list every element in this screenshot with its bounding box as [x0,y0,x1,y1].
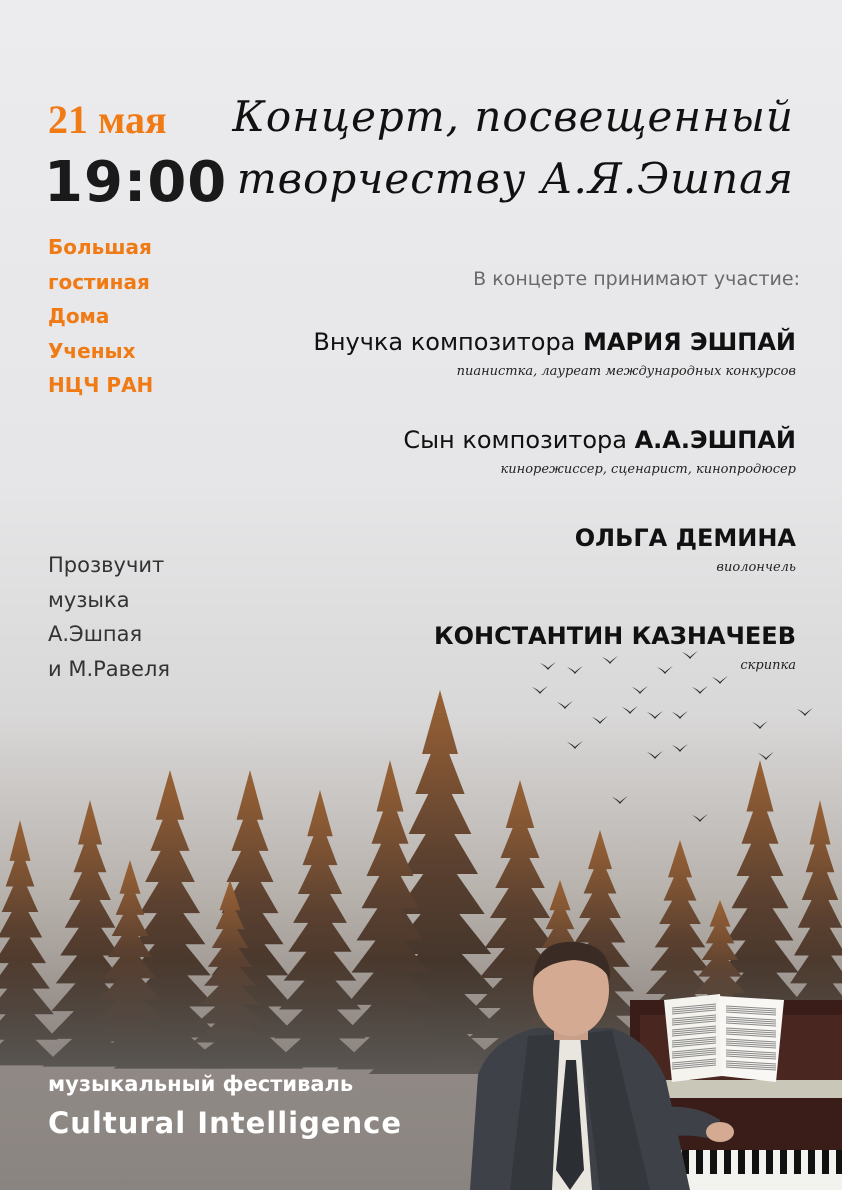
performer-role: пианистка, лауреат международных конкурсов [456,364,796,379]
performer-name [403,426,796,454]
performer-name-bold: А.А.ЭШПАЙ [634,426,796,454]
performer-role: виолончель [716,560,796,575]
program-line: и М.Равеля [48,656,171,681]
performer-role: кинорежиссер, сценарист, кинопродюсер [500,462,796,477]
bird-icon [712,676,728,684]
participants-heading: В концерте принимают участие: [473,268,800,290]
performer-name-bold: КОНСТАНТИН КАЗНАЧЕЕВ [433,622,796,650]
performer-name [575,524,796,552]
performer-prefix: Внучка композитора [313,328,584,356]
venue-line: Дома [48,304,110,328]
bird-icon [647,751,663,759]
title-line: творчеству А.Я.Эшпая [236,154,794,203]
program-line: А.Эшпая [48,622,143,646]
bird-icon [592,716,608,724]
performer-konstantin-kaznacheev [434,622,796,673]
performer-name-bold: ОЛЬГА ДЕМИНА [574,524,796,552]
performer-name-bold: МАРИЯ ЭШПАЙ [583,328,796,356]
bird-icon [567,741,583,749]
performer-prefix: Сын композитора [403,426,635,454]
venue-line: Большая [48,235,152,259]
festival-name [48,1072,402,1140]
festival-line-2: Cultural Intelligence [48,1106,403,1140]
flying-birds [532,651,813,822]
bird-icon [557,701,573,709]
bird-icon [672,744,688,752]
bird-icon [758,752,774,760]
bird-icon [797,708,813,716]
bird-icon [622,706,638,714]
event-time: 19:00 [44,150,228,215]
performer-name [313,328,796,356]
sheet-music [664,994,784,1082]
event-venue [48,230,153,403]
bird-icon [692,686,708,694]
venue-line: Ученых [48,338,136,363]
festival-line-1: музыкальный фестиваль [48,1072,354,1096]
title-line: Концерт, посвещенный [232,92,794,141]
performer-olga-demina [575,524,796,575]
performer-role: скрипка [740,658,796,673]
performer-name [434,622,796,650]
bird-icon [647,711,663,719]
bird-icon [612,796,628,804]
concert-title [232,86,794,210]
event-date: 21 мая [48,97,167,142]
program-line: Прозвучит [48,553,165,577]
bird-icon [632,686,648,694]
program-line: музыка [48,587,130,612]
program-note [48,548,170,686]
bird-icon [692,814,708,822]
bird-icon [672,711,688,719]
venue-line: гостиная [48,269,150,294]
performer-a-a-eshpai [403,426,796,477]
bird-icon [532,686,548,694]
performer-maria-eshpai [313,328,796,379]
bird-icon [752,721,768,729]
venue-line: НЦЧ РАН [48,373,154,397]
